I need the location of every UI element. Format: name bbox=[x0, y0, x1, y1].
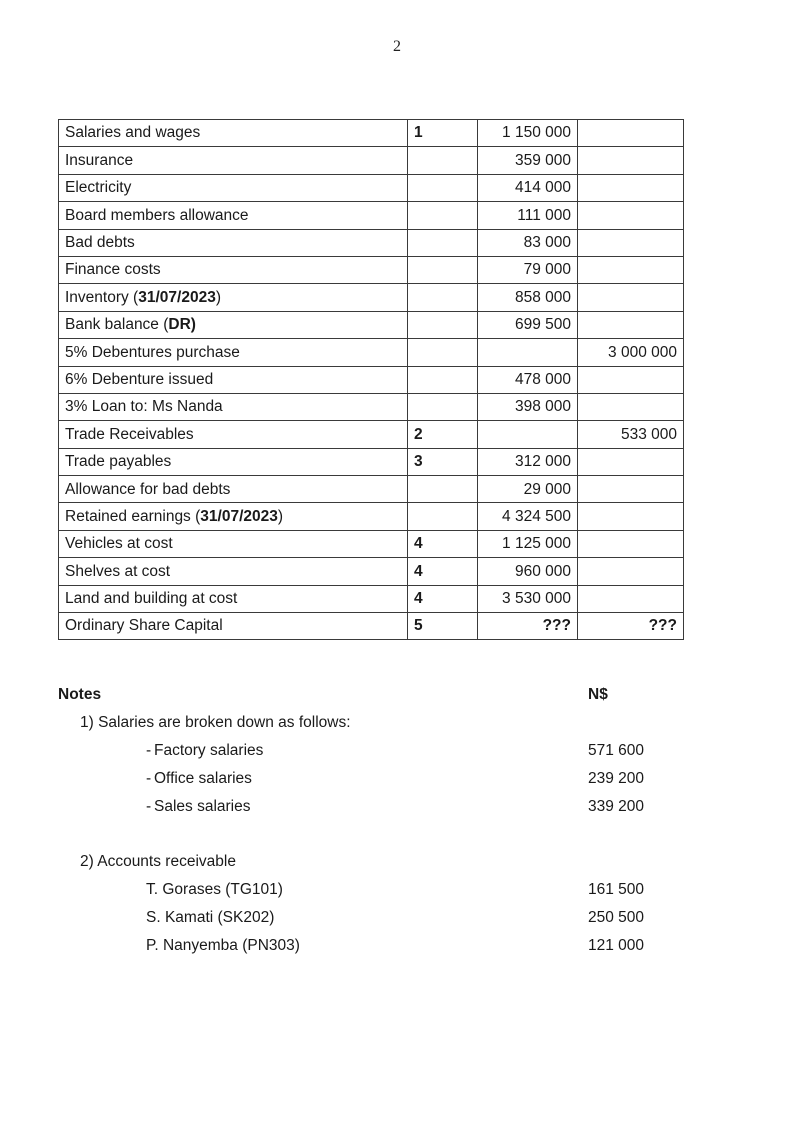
account-text: Shelves at cost bbox=[65, 562, 171, 580]
note-item-label: Office salaries bbox=[154, 770, 252, 787]
debit-amount: 359 000 bbox=[478, 147, 578, 174]
account-name bbox=[59, 448, 408, 475]
account-text: Finance costs bbox=[65, 261, 161, 279]
account-text: 3% Loan to: Ms Nanda bbox=[65, 398, 223, 416]
note-item-label: P. Nanyemba (PN303) bbox=[146, 937, 300, 954]
credit-amount bbox=[578, 393, 684, 420]
credit-amount bbox=[578, 585, 684, 612]
account-text: Bank balance ( bbox=[65, 316, 169, 334]
account-bold-text: 31/07/2023 bbox=[200, 507, 278, 525]
account-suffix: ) bbox=[277, 507, 284, 525]
table-row bbox=[59, 284, 684, 311]
account-name bbox=[59, 558, 408, 585]
table-row bbox=[59, 393, 684, 420]
credit-amount bbox=[578, 366, 684, 393]
account-text: Electricity bbox=[65, 179, 132, 197]
note-ref bbox=[408, 174, 478, 201]
account-name bbox=[59, 147, 408, 174]
table-row bbox=[59, 530, 684, 557]
debit-amount: ??? bbox=[478, 613, 578, 640]
account-text: Land and building at cost bbox=[65, 590, 238, 608]
note-2-heading: 2) Accounts receivable bbox=[80, 853, 236, 870]
note-2-item bbox=[58, 937, 698, 965]
credit-amount bbox=[578, 256, 684, 283]
account-text: Vehicles at cost bbox=[65, 535, 173, 553]
account-name bbox=[59, 503, 408, 530]
note-ref bbox=[408, 284, 478, 311]
debit-amount: 858 000 bbox=[478, 284, 578, 311]
account-text: Ordinary Share Capital bbox=[65, 617, 223, 635]
credit-amount bbox=[578, 476, 684, 503]
credit-amount bbox=[578, 120, 684, 147]
note-item-amount: 339 200 bbox=[588, 798, 645, 815]
table-row bbox=[59, 503, 684, 530]
credit-amount: 3 000 000 bbox=[578, 339, 684, 366]
credit-amount: 533 000 bbox=[578, 421, 684, 448]
credit-amount bbox=[578, 558, 684, 585]
table-row bbox=[59, 448, 684, 475]
credit-amount bbox=[578, 503, 684, 530]
trial-balance-table bbox=[58, 119, 684, 640]
note-item-amount: 250 500 bbox=[588, 909, 645, 926]
debit-amount: 414 000 bbox=[478, 174, 578, 201]
credit-amount bbox=[578, 311, 684, 338]
account-name bbox=[59, 256, 408, 283]
account-text: Inventory ( bbox=[65, 288, 139, 306]
account-text: Insurance bbox=[65, 151, 134, 169]
table-row bbox=[59, 174, 684, 201]
table-row bbox=[59, 558, 684, 585]
table-row bbox=[59, 366, 684, 393]
note-1-item bbox=[58, 742, 698, 770]
note-ref: 3 bbox=[408, 448, 478, 475]
account-suffix: ) bbox=[215, 288, 221, 306]
note-item-amount: 571 600 bbox=[588, 742, 645, 759]
credit-amount bbox=[578, 147, 684, 174]
table-row bbox=[59, 120, 684, 147]
account-name bbox=[59, 339, 408, 366]
account-name bbox=[59, 202, 408, 229]
account-name bbox=[59, 476, 408, 503]
note-ref bbox=[408, 256, 478, 283]
note-ref: 4 bbox=[408, 585, 478, 612]
dash-bullet: - bbox=[146, 798, 152, 815]
account-name bbox=[59, 120, 408, 147]
note-ref: 4 bbox=[408, 530, 478, 557]
account-name bbox=[59, 311, 408, 338]
note-ref bbox=[408, 503, 478, 530]
credit-amount bbox=[578, 202, 684, 229]
account-name bbox=[59, 284, 408, 311]
account-text: Salaries and wages bbox=[65, 124, 201, 142]
note-ref: 2 bbox=[408, 421, 478, 448]
account-text: Trade payables bbox=[65, 453, 172, 471]
debit-amount bbox=[478, 421, 578, 448]
table-row bbox=[59, 229, 684, 256]
table-row bbox=[59, 421, 684, 448]
account-text: Trade Receivables bbox=[65, 425, 194, 443]
debit-amount: 111 000 bbox=[478, 202, 578, 229]
note-item-label: S. Kamati (SK202) bbox=[146, 909, 275, 926]
note-ref bbox=[408, 366, 478, 393]
note-1-item bbox=[58, 798, 698, 826]
note-ref bbox=[408, 311, 478, 338]
account-name bbox=[59, 174, 408, 201]
account-name bbox=[59, 613, 408, 640]
account-bold-text: 31/07/2023 bbox=[138, 288, 216, 306]
note-1-heading: 1) Salaries are broken down as follows: bbox=[80, 714, 351, 731]
debit-amount: 79 000 bbox=[478, 256, 578, 283]
debit-amount: 83 000 bbox=[478, 229, 578, 256]
account-name bbox=[59, 229, 408, 256]
account-text: Bad debts bbox=[65, 234, 135, 251]
dash-bullet: - bbox=[146, 770, 152, 787]
account-text: Allowance for bad debts bbox=[65, 480, 231, 498]
note-ref bbox=[408, 339, 478, 366]
table-row bbox=[59, 311, 684, 338]
notes-title: Notes bbox=[58, 686, 102, 703]
notes-section bbox=[58, 686, 698, 965]
credit-amount bbox=[578, 530, 684, 557]
note-item-amount: 121 000 bbox=[588, 937, 645, 954]
note-ref bbox=[408, 393, 478, 420]
dash-bullet: - bbox=[146, 742, 152, 759]
page-number: 2 bbox=[393, 38, 401, 55]
credit-amount bbox=[578, 448, 684, 475]
table-row bbox=[59, 339, 684, 366]
debit-amount: 1 150 000 bbox=[478, 120, 578, 147]
account-text: Retained earnings ( bbox=[65, 507, 201, 525]
credit-amount bbox=[578, 284, 684, 311]
note-2-item bbox=[58, 909, 698, 937]
account-name bbox=[59, 393, 408, 420]
note-ref bbox=[408, 476, 478, 503]
debit-amount: 3 530 000 bbox=[478, 585, 578, 612]
note-item-amount: 239 200 bbox=[588, 770, 645, 787]
account-bold-text: DR) bbox=[168, 316, 196, 334]
account-name bbox=[59, 366, 408, 393]
note-item-amount: 161 500 bbox=[588, 881, 645, 898]
debit-amount: 478 000 bbox=[478, 366, 578, 393]
table-row bbox=[59, 585, 684, 612]
account-text: 5% Debentures purchase bbox=[65, 343, 240, 361]
credit-amount: ??? bbox=[578, 613, 684, 640]
note-item-label: Sales salaries bbox=[154, 798, 251, 815]
table-row bbox=[59, 202, 684, 229]
account-name bbox=[59, 530, 408, 557]
account-text: Board members allowance bbox=[65, 206, 249, 224]
table-row bbox=[59, 476, 684, 503]
credit-amount bbox=[578, 229, 684, 256]
debit-amount: 398 000 bbox=[478, 393, 578, 420]
debit-amount: 699 500 bbox=[478, 311, 578, 338]
credit-amount bbox=[578, 174, 684, 201]
debit-amount: 960 000 bbox=[478, 558, 578, 585]
note-item-label: T. Gorases (TG101) bbox=[146, 881, 283, 898]
note-ref bbox=[408, 147, 478, 174]
note-ref: 5 bbox=[408, 613, 478, 640]
table-row bbox=[59, 613, 684, 640]
account-name bbox=[59, 585, 408, 612]
debit-amount: 4 324 500 bbox=[478, 503, 578, 530]
debit-amount: 1 125 000 bbox=[478, 530, 578, 557]
note-ref bbox=[408, 229, 478, 256]
note-item-label: Factory salaries bbox=[154, 742, 264, 759]
debit-amount: 29 000 bbox=[478, 476, 578, 503]
note-1-item bbox=[58, 770, 698, 798]
table-row bbox=[59, 256, 684, 283]
note-ref: 1 bbox=[408, 120, 478, 147]
currency-label: N$ bbox=[588, 686, 608, 703]
account-name bbox=[59, 421, 408, 448]
account-text: 6% Debenture issued bbox=[65, 370, 214, 388]
debit-amount: 312 000 bbox=[478, 448, 578, 475]
table-row bbox=[59, 147, 684, 174]
note-ref bbox=[408, 202, 478, 229]
debit-amount bbox=[478, 339, 578, 366]
note-ref: 4 bbox=[408, 558, 478, 585]
note-2-item bbox=[58, 881, 698, 909]
